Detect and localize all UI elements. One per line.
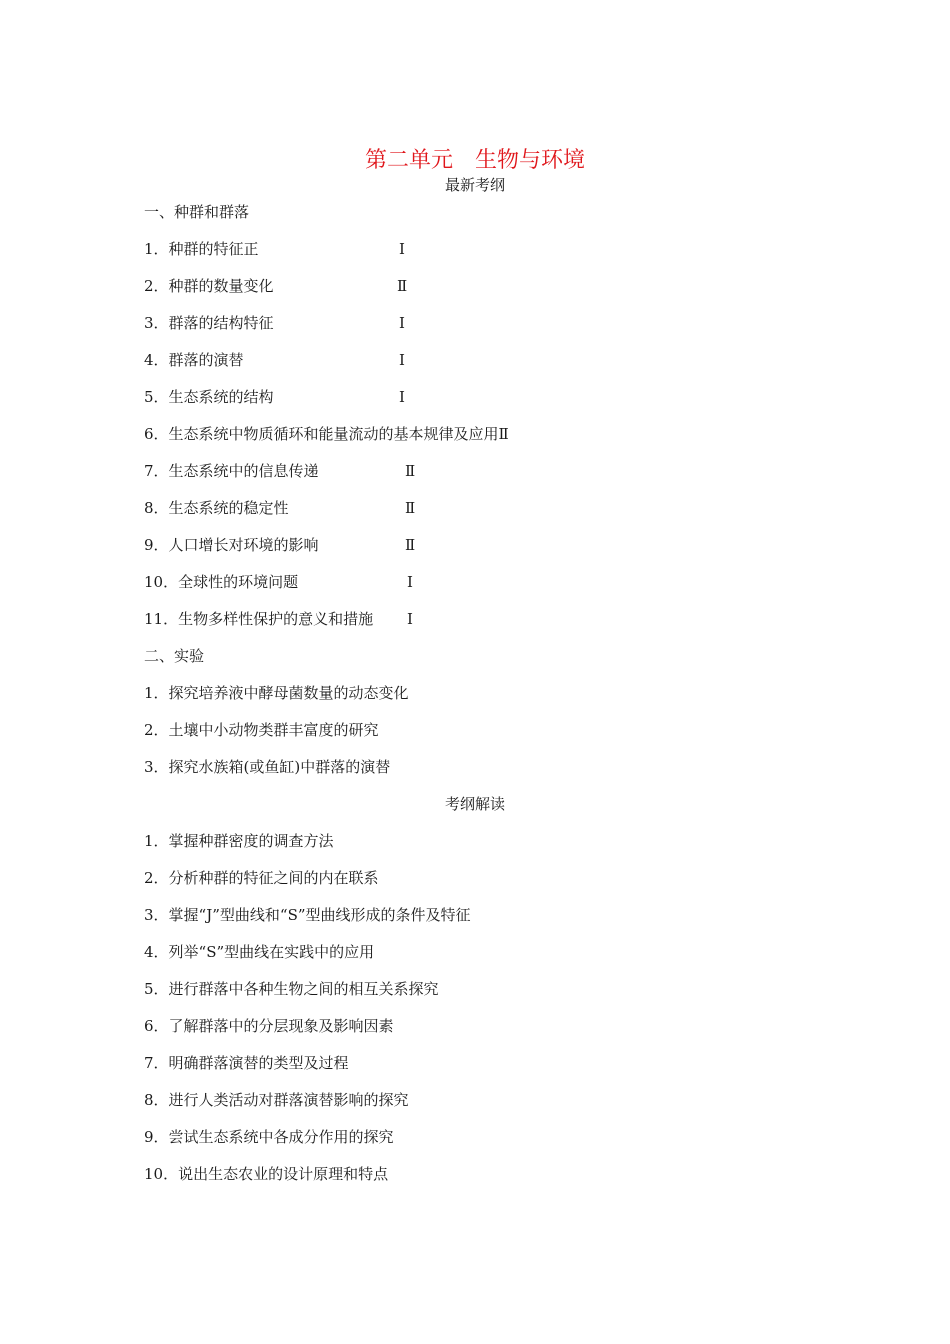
grade-label: Ⅱ — [405, 462, 416, 480]
list-item: 1．探究培养液中酵母菌数量的动态变化 — [144, 684, 409, 702]
syllabus-heading: 最新考纲 — [444, 176, 505, 194]
grade-label: Ⅰ — [399, 388, 405, 406]
grade-label: Ⅱ — [397, 277, 408, 295]
grade-label: Ⅰ — [407, 573, 413, 591]
list-item: 8．生态系统的稳定性 — [144, 499, 289, 517]
list-item: 2．土壤中小动物类群丰富度的研究 — [144, 721, 379, 739]
grade-label: Ⅰ — [399, 351, 405, 369]
grade-label: Ⅰ — [407, 610, 413, 628]
list-item: 9．尝试生态系统中各成分作用的探究 — [144, 1128, 394, 1146]
section-heading: 二、实验 — [144, 647, 205, 665]
grade-label: Ⅰ — [399, 240, 405, 258]
list-item: 6．生态系统中物质循环和能量流动的基本规律及应用Ⅱ — [144, 425, 509, 443]
list-item: 6．了解群落中的分层现象及影响因素 — [144, 1017, 394, 1035]
list-item: 10．全球性的环境问题 — [144, 573, 299, 591]
list-item: 11．生物多样性保护的意义和措施 — [144, 610, 374, 628]
list-item: 2．种群的数量变化 — [144, 277, 274, 295]
list-item: 3．群落的结构特征 — [144, 314, 274, 332]
grade-label: Ⅰ — [399, 314, 405, 332]
section-heading: 一、种群和群落 — [144, 203, 250, 221]
grade-label: Ⅱ — [405, 499, 416, 517]
list-item: 4．列举“S”型曲线在实践中的应用 — [144, 943, 375, 961]
list-item: 8．进行人类活动对群落演替影响的探究 — [144, 1091, 409, 1109]
list-item: 2．分析种群的特征之间的内在联系 — [144, 869, 379, 887]
list-item: 3．掌握“J”型曲线和“S”型曲线形成的条件及特征 — [144, 906, 471, 924]
list-item: 5．进行群落中各种生物之间的相互关系探究 — [144, 980, 439, 998]
list-item: 1．种群的特征正 — [144, 240, 259, 258]
grade-label: Ⅱ — [405, 536, 416, 554]
interpretation-heading: 考纲解读 — [444, 795, 505, 813]
list-item: 1．掌握种群密度的调查方法 — [144, 832, 334, 850]
list-item: 10．说出生态农业的设计原理和特点 — [144, 1165, 389, 1183]
page-title: 第二单元 生物与环境 — [364, 148, 585, 173]
list-item: 7．生态系统中的信息传递 — [144, 462, 319, 480]
list-item: 7．明确群落演替的类型及过程 — [144, 1054, 349, 1072]
list-item: 9．人口增长对环境的影响 — [144, 536, 319, 554]
list-item: 3．探究水族箱(或鱼缸)中群落的演替 — [144, 758, 391, 776]
list-item: 4．群落的演替 — [144, 351, 244, 369]
list-item: 5．生态系统的结构 — [144, 388, 274, 406]
